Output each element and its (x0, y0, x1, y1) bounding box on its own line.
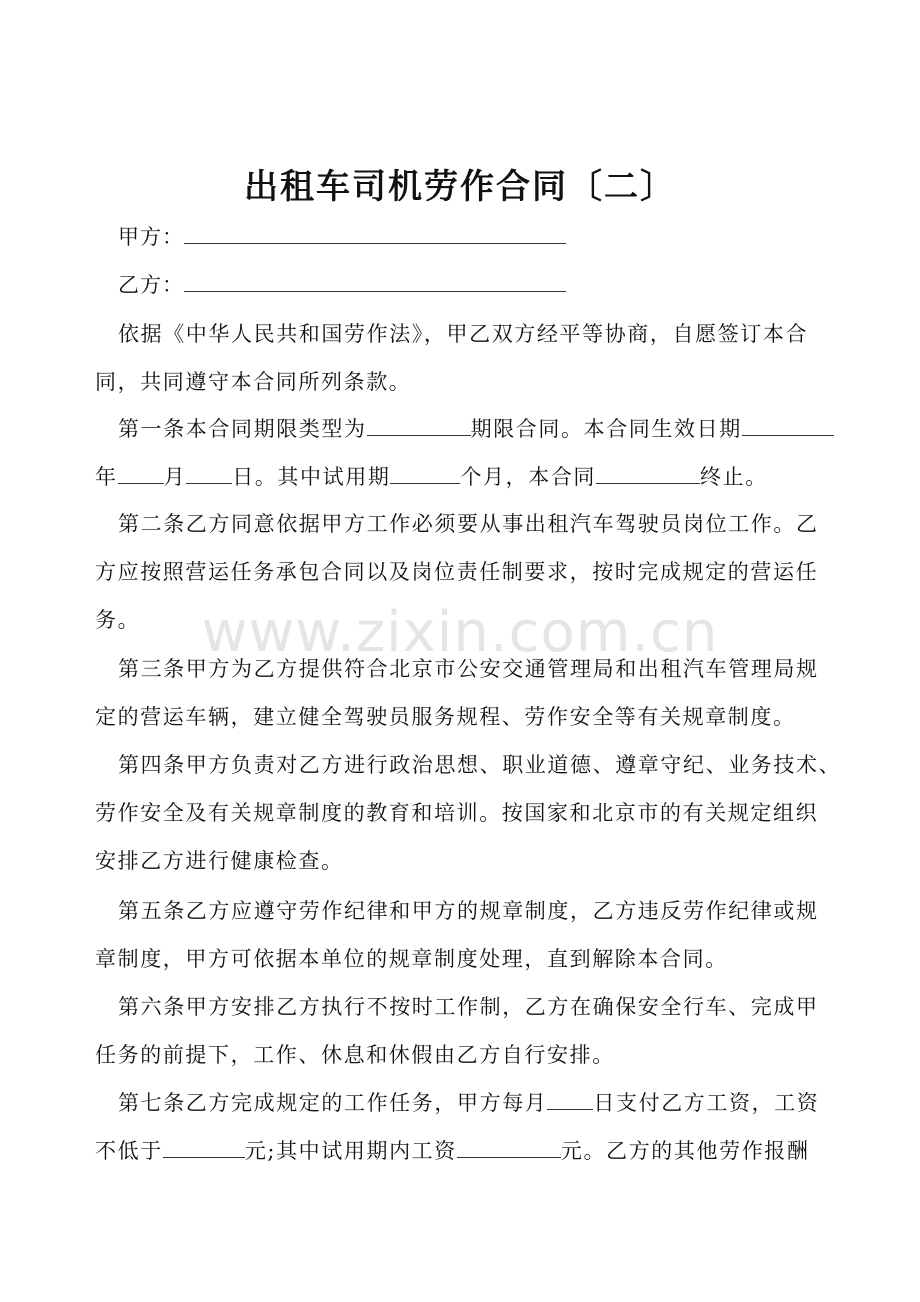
intro-line-1: 依据《中华人民共和国劳作法》，甲乙双方经平等协商，自愿签订本合 (118, 322, 809, 346)
article-3-line-1: 第三条甲方为乙方提供符合北京市公安交通管理局和出租汽车管理局规 (118, 657, 819, 681)
probation-months-blank (390, 463, 460, 484)
party-a-blank (184, 223, 566, 244)
party-a-field (118, 222, 566, 252)
article-1 (95, 405, 840, 501)
article-4-line-1: 第四条甲方负责对乙方进行政治思想、职业道德、遵章守纪、业务技术、 (118, 753, 842, 777)
effective-year-blank (742, 415, 834, 436)
art1-end: 终止。 (700, 465, 768, 489)
art7-text-c: 不低于 (95, 1139, 163, 1163)
article-3 (95, 645, 840, 741)
document-title: 出租车司机劳作合同〔二〕 (244, 167, 676, 207)
article-7-line-2 (95, 1127, 840, 1175)
party-a-label: 甲方： (118, 225, 184, 249)
art1-text-a: 第一条本合同期限类型为 (118, 417, 367, 441)
article-6-line-1: 第六条甲方安排乙方执行不按时工作制，乙方在确保安全行车、完成甲 (118, 995, 819, 1019)
intro-line-2: 同，共同遵守本合同所列条款。 (95, 370, 412, 394)
pay-day-blank (547, 1089, 593, 1110)
art1-text-b: 期限合同。本合同生效日期 (470, 417, 742, 441)
article-6-line-2: 任务的前提下，工作、休息和休假由乙方自行安排。 (95, 1043, 615, 1067)
art7-text-a: 第七条乙方完成规定的工作任务，甲方每月 (118, 1091, 548, 1115)
article-5 (95, 887, 840, 983)
art1-day: 日。其中试用期 (232, 465, 391, 489)
article-2-line-1: 第二条乙方同意依据甲方工作必须要从事出租汽车驾驶员岗位工作。乙 (118, 512, 819, 536)
article-5-line-2: 章制度，甲方可依据本单位的规章制度处理，直到解除本合同。 (95, 947, 728, 971)
term-type-blank (367, 415, 471, 436)
article-2-line-2: 方应按照营运任务承包合同以及岗位责任制要求，按时完成规定的营运任 (95, 560, 819, 584)
article-4-line-3: 安排乙方进行健康检查。 (95, 849, 344, 873)
party-b-field (118, 270, 566, 300)
article-6 (95, 983, 840, 1079)
article-4 (95, 741, 840, 885)
watermark: www.zixin.com.cn (201, 600, 719, 665)
article-1-line-2 (95, 453, 840, 501)
party-b-blank (184, 271, 566, 292)
probation-wage-blank (457, 1137, 561, 1158)
intro-paragraph (95, 310, 840, 406)
article-2-line-3: 务。 (95, 608, 141, 632)
article-1-line-1 (95, 405, 840, 453)
article-4-line-2: 劳作安全及有关规章制度的教育和培训。按国家和北京市的有关规定组织 (95, 801, 819, 825)
minimum-wage-blank (163, 1137, 245, 1158)
effective-day-blank (186, 463, 232, 484)
article-3-line-2: 定的营运车辆，建立健全驾驶员服务规程、劳作安全等有关规章制度。 (95, 705, 796, 729)
art7-text-e: 元。乙方的其他劳作报酬 (560, 1139, 810, 1163)
art7-text-b: 日支付乙方工资，工资 (593, 1091, 820, 1115)
party-b-label: 乙方： (118, 273, 184, 297)
art1-month: 月 (163, 465, 187, 489)
article-7 (95, 1079, 840, 1175)
article-5-line-1: 第五条乙方应遵守劳作纪律和甲方的规章制度，乙方违反劳作纪律或规 (118, 899, 819, 923)
art1-year: 年 (95, 465, 118, 489)
art1-months: 个月，本合同 (460, 465, 597, 489)
end-date-blank (596, 463, 700, 484)
article-7-line-1 (95, 1079, 840, 1127)
effective-month-blank (118, 463, 164, 484)
art7-text-d: 元;其中试用期内工资 (244, 1139, 457, 1163)
article-2 (95, 500, 840, 644)
